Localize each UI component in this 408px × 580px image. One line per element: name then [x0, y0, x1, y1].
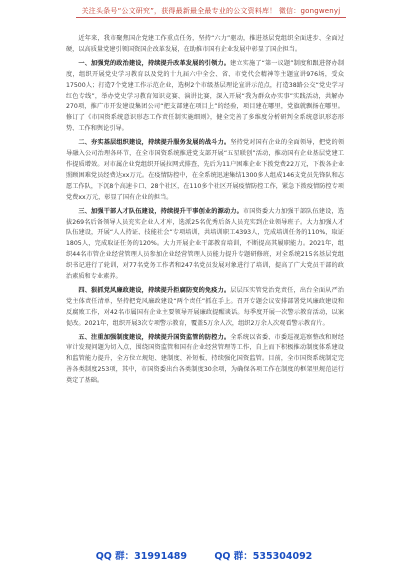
paragraph-text: 坚持党对国有企业的全面领导，把党的领导融入公司治理各环节，在全市国资系统推进党支部开展“五星联创”活动，推动国有企业基层党建工作提质增效。对市属企业党组织开展拉网式排查，先后为11户困难企业下拨党费22万元，下拨各企业照顾困难党员经费达xx万元。在疫情防控中，在全系统迅速集结1300多人组成146支党员先锋队和志愿工作队，下沉8个高速卡口、28个社区，在110多个社区开展疫情防控工作，紧急下拨疫情防控专项党费xx万元，彰显了国有企业的担当。: [66, 139, 345, 201]
paragraph-text: 层层压实管党治党责任，出台全面从严治党主体责任清单，坚持把党风廉政建设“两个责任”抓在手上。召开专题会议安排部署党风廉政建设和反腐败工作，对42名市属国有企业主要领导开展廉政提醒谈话。每季度开展一次警示教育活动，以案促改。2021年，组织开展3次专项警示教育，覆盖5万余人次，组织2万余人次观看警示教育片。: [66, 286, 345, 327]
paragraph-section-5: [66, 333, 344, 388]
footer-qq-group-2: QQ 群：535304092: [214, 551, 313, 562]
paragraph-lead: 二、夯实基层组织建设，持续提升服务发展的战斗力。: [78, 139, 231, 147]
footer-qq-group-1: QQ 群：31991489: [95, 551, 188, 562]
paragraph-intro: [66, 34, 344, 56]
paragraph-section-1: [66, 59, 344, 135]
paragraph-lead: 三、加强干部人才队伍建设，持续提升干事创业的源动力。: [78, 207, 243, 215]
document-body: [66, 34, 344, 390]
paragraph-section-3: [66, 207, 344, 283]
paragraph-lead: 四、狠抓党风廉政建设，持续提升拒腐防变的免疫力。: [78, 286, 231, 294]
paragraph-section-4: [66, 286, 344, 330]
header-banner: 关注头条号“公文研究”，获得最新最全最专业的公文资料库！ 微信：gongwenyj: [76, 6, 346, 18]
paragraph-section-2: [66, 138, 344, 203]
page-header: [0, 0, 408, 30]
page-footer: [0, 548, 408, 562]
paragraph-lead: 五、注重加强制度建设，持续提升国资监管的防控力。: [78, 333, 231, 341]
paragraph-text: 建立实施了“第一议题”制度和跟进督办制度，组织开展党史学习教育以及党的十九届六中全会、省、市党代会精神等主题宣讲976场，受众17500人；打造7个党建工作示范企业，选树2个市级基层理论宣讲示范点，打造38路公交“党史学习红色专线”，举办党史学习教育知识竞赛、演讲比赛，深入开展“我为群众办实事”实践活动，共解办270项，推广市开发建设集团公司“把支部建在项目上”的经验，项目建在哪里，党旗就飘扬在哪里。修订了《市国资系统意识形态工作责任制实施细则》，健全完善了多维度分析研判全系统意识形态形势、工作和舆论引导。: [66, 59, 345, 133]
paragraph-lead: 一、加强党的政治建设，持续提升改革发展的引领力。: [78, 59, 231, 67]
paragraph-text: 近年来，我市聚焦国企党建工作重点任务，坚持“六力”驱动，推进基层党组织全面进步、全面过硬，以高质量党建引领国资国企改革发展，在助推市国有企业发展中彰显了国企担当。: [66, 35, 344, 53]
paragraph-text: 全系统以省委、市委巡视巡察整改和财经审计发现问题为切入点，围绕国资监管和国有企业经营管理等工作，自上而下积极推动制度体系建设和监管能力提升，全方位立规矩、建制度、补短板，持续强化国资监管。目前，全市国资系统制定完善各类制度253项，其中，市国资委出台各类制度30余项，为确保各项工作在制度的框架里规范运行奠定了基础。: [66, 333, 345, 385]
paragraph-text: 市国资委大力加强干部队伍建设，选拔269名后备领导人员充实企业人才库，选派25名优秀后备人员充实到企业领导班子。大力加强人才队伍建设，开展“人人持证、技能社会”专项培训，共培训职工4393人，完成培训任务的110%，取证1805人，完成取证任务的120%。大力开展企业干部教育培训，不断提高其履职能力。2021年，组织44名市管企业经营管理人员参加企业经营管理人员能力提升专题研修班，对全系统215名基层党组织书记进行了轮训，对77名党务工作者和247名党员发展对象进行了培训，提高了广大党员干部的政治素质和专业素养。: [66, 207, 345, 281]
